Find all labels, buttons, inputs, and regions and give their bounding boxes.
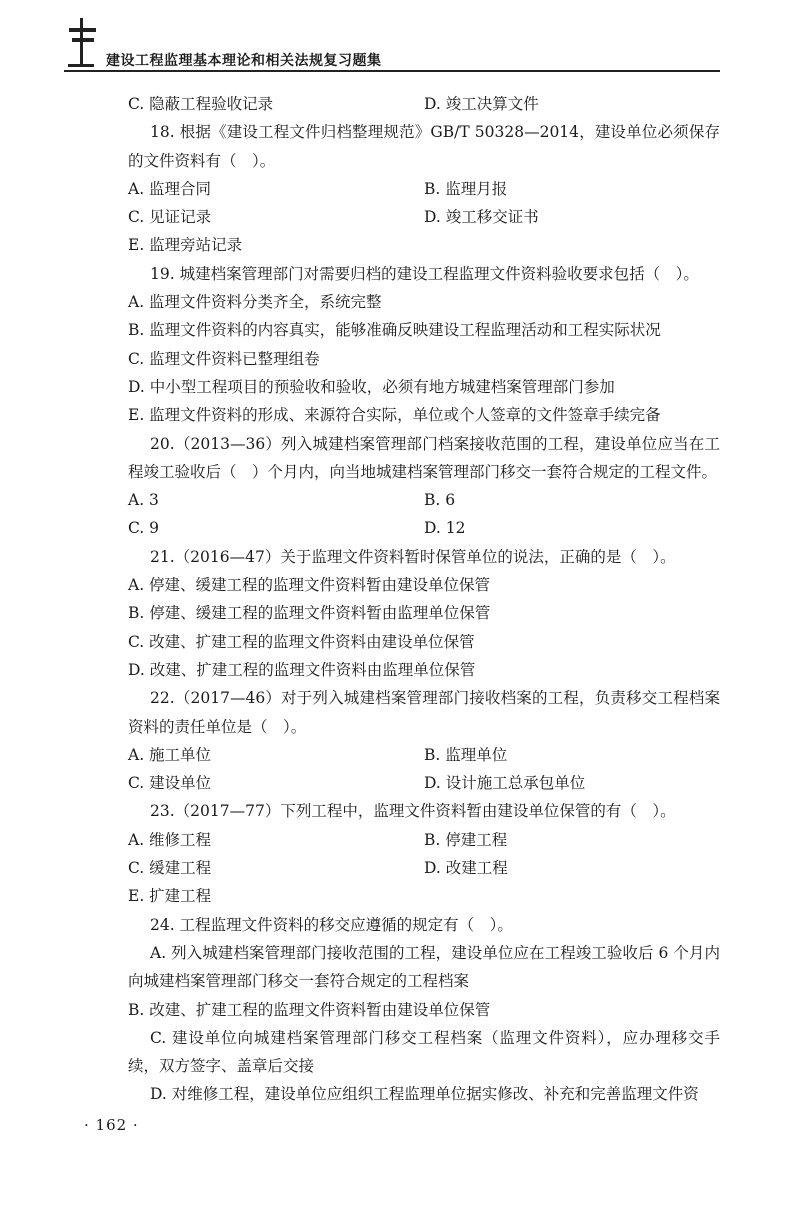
header-rule xyxy=(64,70,720,72)
option-text: D. 改建、扩建工程的监理文件资料由监理单位保管 xyxy=(128,660,476,679)
option-text: B. 监理文件资料的内容真实，能够准确反映建设工程监理活动和工程实际状况 xyxy=(128,321,661,340)
running-header xyxy=(64,14,720,70)
option-row xyxy=(128,854,720,882)
option-right: B. 6 xyxy=(424,491,456,510)
option-text: E. 扩建工程 xyxy=(128,887,212,906)
option-left: A. 施工单位 xyxy=(128,745,212,764)
book-title: 建设工程监理基本理论和相关法规复习题集 xyxy=(106,53,382,69)
option-text: A. 监理文件资料分类齐全，系统完整 xyxy=(128,293,382,312)
option-right: D. 12 xyxy=(424,519,466,538)
question-text: C. 建设单位向城建档案管理部门移交工程档案（监理文件资料），应办理移交手续，双方签字、盖章后交接 xyxy=(128,1028,720,1076)
option-row xyxy=(128,514,720,542)
question-text: 22.（2017—46）对于列入城建档案管理部门接收档案的工程，负责移交工程档案资料的责任单位是（ ）。 xyxy=(128,689,720,736)
question-text: 24. 工程监理文件资料的移交应遵循的规定有（ ）。 xyxy=(150,915,513,934)
option-left: C. 隐蔽工程验收记录 xyxy=(128,95,274,113)
question-list xyxy=(128,90,720,1109)
option-text: C. 监理文件资料已整理组卷 xyxy=(128,349,320,368)
option-text: C. 改建、扩建工程的监理文件资料由建设单位保管 xyxy=(128,632,475,651)
option-row xyxy=(128,90,720,118)
option-row xyxy=(128,741,720,769)
option-left: C. 9 xyxy=(128,519,160,538)
option-left: A. 监理合同 xyxy=(128,179,212,198)
option-left: A. 3 xyxy=(128,491,159,510)
option-row xyxy=(128,203,720,231)
option-text: D. 中小型工程项目的预验收和验收，必须有地方城建档案管理部门参加 xyxy=(128,377,615,396)
question-text: 23.（2017—77）下列工程中，监理文件资料暂由建设单位保管的有（ ）。 xyxy=(150,802,676,821)
option-row xyxy=(128,175,720,203)
question-text: A. 列入城建档案管理部门接收范围的工程，建设单位应在工程竣工验收后 6 个月内向城建档案管理部门移交一套符合规定的工程档案 xyxy=(128,943,720,991)
option-right: B. 监理单位 xyxy=(424,745,508,764)
option-right: D. 竣工决算文件 xyxy=(424,95,539,113)
question-text: 21.（2016—47）关于监理文件资料暂时保管单位的说法，正确的是（ ）。 xyxy=(150,547,676,566)
option-left: C. 见证记录 xyxy=(128,208,212,227)
question-text: 19. 城建档案管理部门对需要归档的建设工程监理文件资料验收要求包括（ ）。 xyxy=(150,264,699,283)
option-text: B. 停建、缓建工程的监理文件资料暂由监理单位保管 xyxy=(128,604,491,623)
option-row xyxy=(128,486,720,514)
option-left: A. 维修工程 xyxy=(128,830,212,849)
option-right: B. 监理月报 xyxy=(424,179,508,198)
signpost-icon xyxy=(66,16,100,68)
page-number: · 162 · xyxy=(84,1116,139,1134)
option-row xyxy=(128,769,720,797)
option-row xyxy=(128,826,720,854)
option-left: C. 建设单位 xyxy=(128,774,212,793)
option-text: A. 停建、缓建工程的监理文件资料暂由建设单位保管 xyxy=(128,576,491,595)
option-right: B. 停建工程 xyxy=(424,830,508,849)
option-text: E. 监理文件资料的形成、来源符合实际，单位或个人签章的文件签章手续完备 xyxy=(128,406,661,425)
option-right: D. 竣工移交证书 xyxy=(424,208,539,227)
option-right: D. 设计施工总承包单位 xyxy=(424,774,586,793)
option-left: C. 缓建工程 xyxy=(128,859,212,878)
question-text: D. 对维修工程，建设单位应组织工程监理单位据实修改、补充和完善监理文件资 xyxy=(150,1085,699,1104)
question-text: 18. 根据《建设工程文件归档整理规范》GB/T 50328—2014，建设单位必须保存的文件资料有（ ）。 xyxy=(128,123,720,170)
option-text: E. 监理旁站记录 xyxy=(128,236,243,255)
option-text: B. 改建、扩建工程的监理文件资料暂由建设单位保管 xyxy=(128,1000,491,1019)
question-text: 20.（2013—36）列入城建档案管理部门档案接收范围的工程，建设单位应当在工程竣工验收后（ ）个月内，向当地城建档案管理部门移交一套符合规定的工程文件。 xyxy=(128,434,720,481)
option-right: D. 改建工程 xyxy=(424,859,508,878)
